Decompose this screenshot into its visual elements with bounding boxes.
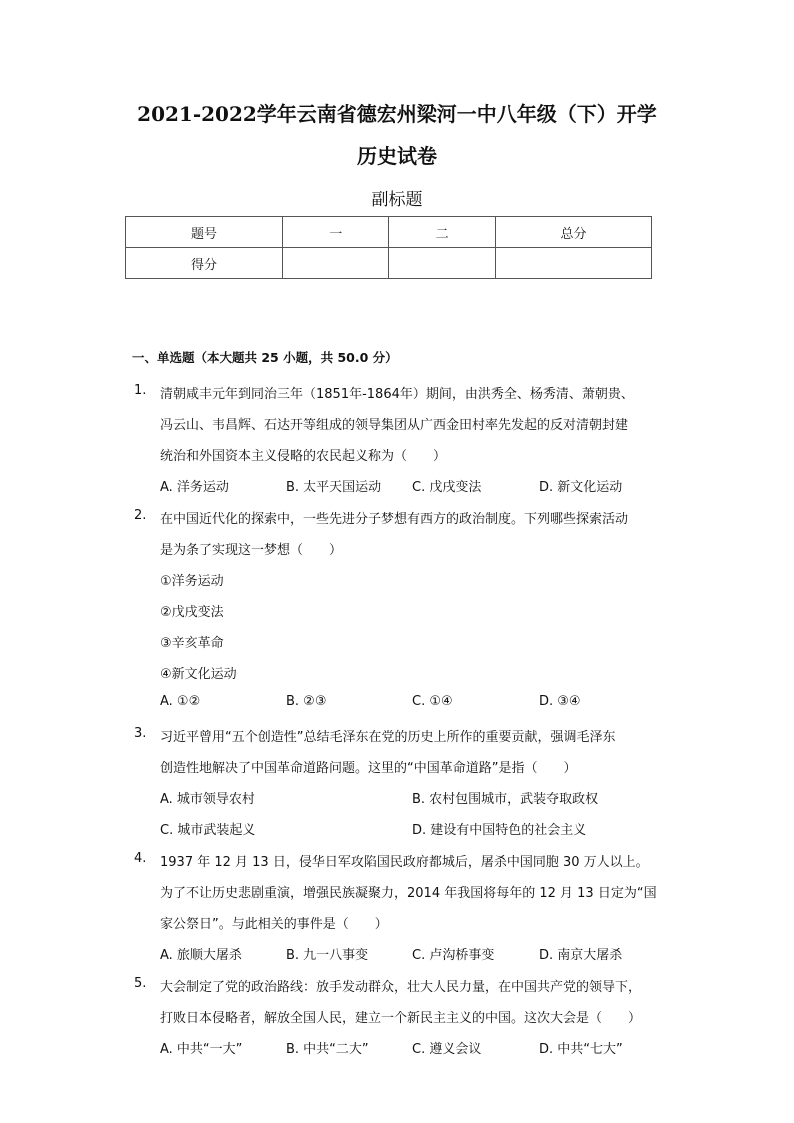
option-b[interactable]: B. 九一八事变 [286, 948, 369, 963]
question-item: ④新文化运动 [160, 667, 237, 682]
option-b[interactable]: B. ②③ [286, 694, 327, 709]
option-c[interactable]: C. 卢沟桥事变 [412, 948, 495, 963]
title-line-2: 历史试卷 [357, 144, 437, 168]
question-text-line: 打败日本侵略者，解放全国人民，建立一个新民主主义的中国。这次大会是（ ） [160, 1011, 642, 1026]
subtitle: 副标题 [371, 190, 423, 210]
option-b[interactable]: B. 农村包围城市，武装夺取政权 [412, 792, 599, 807]
option-c[interactable]: C. 遵义会议 [412, 1042, 482, 1057]
option-c[interactable]: C. ①④ [412, 694, 453, 709]
option-a[interactable]: A. 中共“一大” [160, 1042, 243, 1057]
option-b[interactable]: B. 太平天国运动 [286, 480, 382, 495]
option-d[interactable]: D. ③④ [539, 694, 581, 709]
question-text-line: 为了不让历史悲剧重演，增强民族凝聚力，2014 年我国将每年的 12 月 13 日定为“国 [160, 886, 657, 901]
question-number: 3. [134, 726, 147, 741]
option-a[interactable]: A. 城市领导农村 [160, 792, 255, 807]
option-c[interactable]: C. 城市武装起义 [160, 823, 256, 838]
question-text-line: 清朝咸丰元年到同治三年（1851年-1864年）期间，由洪秀全、杨秀清、萧朝贵、 [160, 387, 634, 402]
question-text-line: 家公祭日”。与此相关的事件是（ ） [160, 917, 388, 932]
option-b[interactable]: B. 中共“二大” [286, 1042, 369, 1057]
score-cell-total [495, 248, 651, 279]
question-number: 2. [134, 508, 147, 523]
header-cell-total: 总分 [495, 217, 651, 248]
header-cell-part-2: 二 [389, 217, 495, 248]
option-a[interactable]: A. ①② [160, 694, 201, 709]
option-d[interactable]: D. 南京大屠杀 [539, 948, 623, 963]
option-a[interactable]: A. 洋务运动 [160, 480, 229, 495]
question-text-line: 1937 年 12 月 13 日，侵华日军攻陷国民政府都城后，屠杀中国同胞 30 万人以上。 [160, 855, 649, 870]
question-number: 1. [134, 383, 147, 398]
question-text-line: 大会制定了党的政治路线：放手发动群众，壮大人民力量，在中国共产党的领导下， [160, 980, 642, 995]
score-table [125, 216, 652, 279]
question-text-line: 习近平曾用“五个创造性”总结毛泽东在党的历史上所作的重要贡献，强调毛泽东 [160, 730, 616, 745]
question-item: ①洋务运动 [160, 574, 224, 589]
question-text-line: 是为条了实现这一梦想（ ） [160, 543, 343, 558]
question-text-line: 在中国近代化的探索中，一些先进分子梦想有西方的政治制度。下列哪些探索活动 [160, 512, 629, 527]
question-item: ③辛亥革命 [160, 636, 224, 651]
question-text-line: 冯云山、韦昌辉、石达开等组成的领导集团从广西金田村率先发起的反对清朝封建 [160, 418, 629, 433]
header-cell-part-1: 一 [283, 217, 389, 248]
question-number: 5. [134, 976, 147, 991]
option-d[interactable]: D. 新文化运动 [539, 480, 623, 495]
option-c[interactable]: C. 戊戌变法 [412, 480, 482, 495]
header-cell-question-no: 题号 [126, 217, 283, 248]
question-text-line: 统治和外国资本主义侵略的农民起义称为（ ） [160, 449, 447, 464]
score-row-label: 得分 [126, 248, 283, 279]
option-d[interactable]: D. 中共“七大” [539, 1042, 623, 1057]
score-cell-part-1 [283, 248, 389, 279]
title-line-1: 2021-2022学年云南省德宏州梁河一中八年级（下）开学 [137, 102, 657, 126]
score-table-header-row [126, 217, 652, 248]
score-table-score-row [126, 248, 652, 279]
question-item: ②戊戌变法 [160, 605, 224, 620]
question-text-line: 创造性地解决了中国革命道路问题。这里的“中国革命道路”是指（ ） [160, 761, 577, 776]
question-number: 4. [134, 851, 147, 866]
score-cell-part-2 [389, 248, 495, 279]
option-a[interactable]: A. 旅顺大屠杀 [160, 948, 242, 963]
option-d[interactable]: D. 建设有中国特色的社会主义 [412, 823, 587, 838]
section-header: 一、单选题（本大题共 25 小题，共 50.0 分） [132, 350, 398, 365]
